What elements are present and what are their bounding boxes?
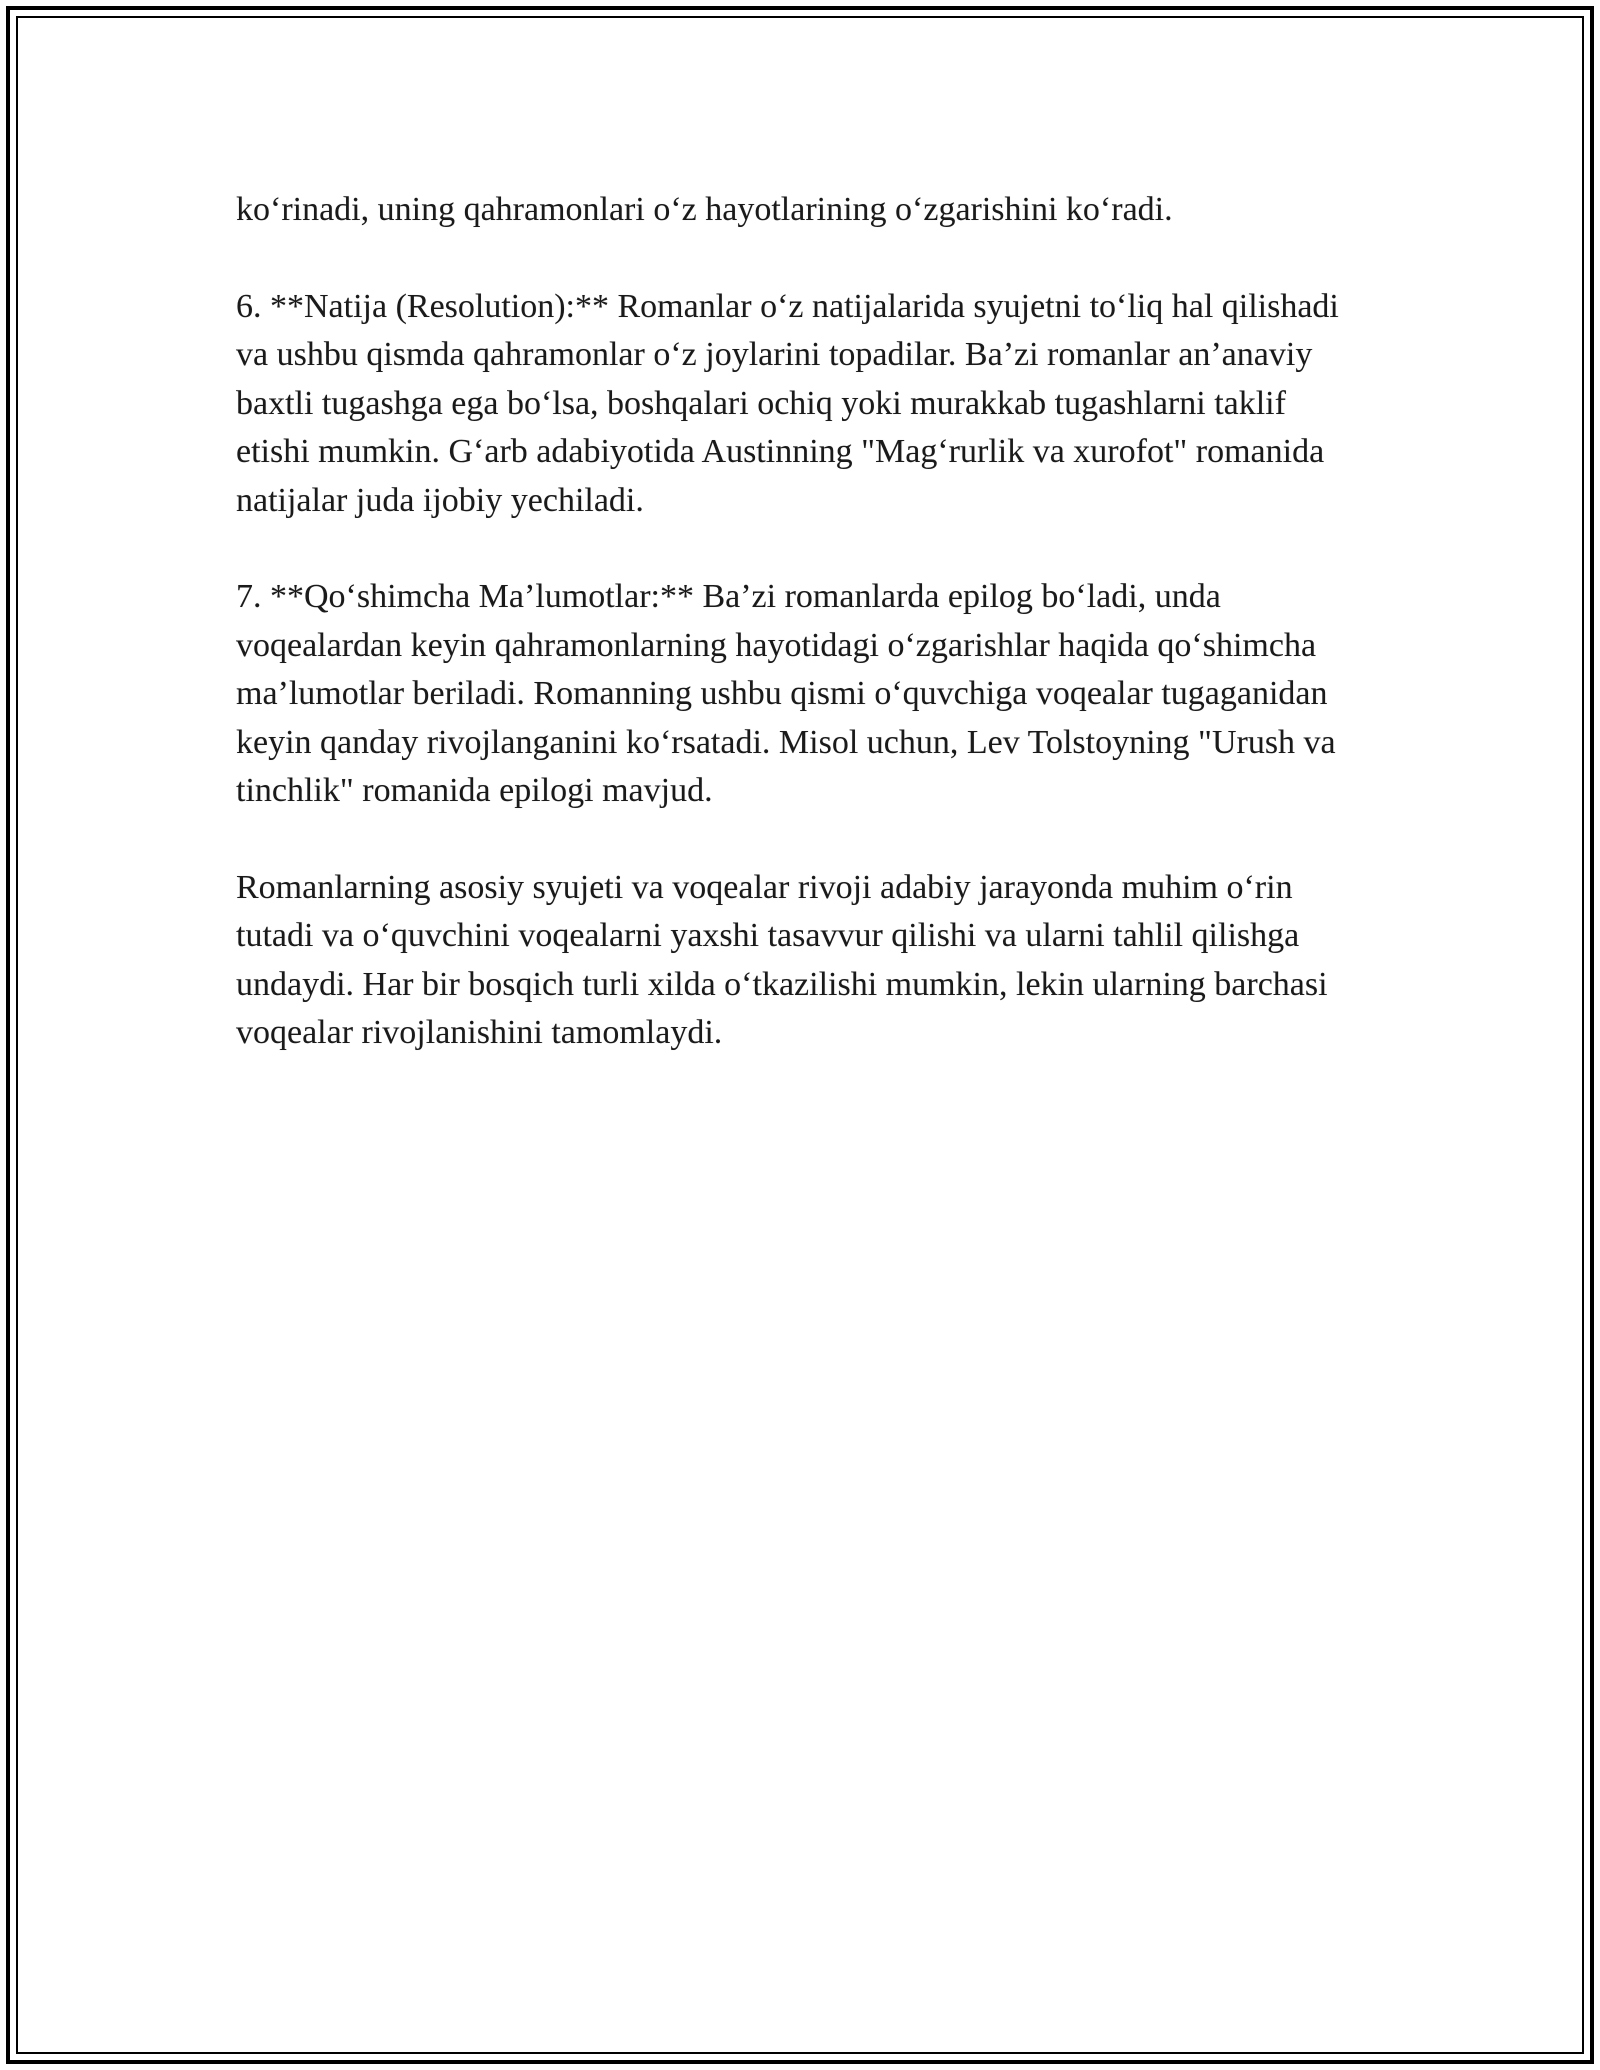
paragraph-conclusion: Romanlarning asosiy syujeti va voqealar rivoji adabiy jarayonda muhim o‘rin tutadi va o‘quvchini voqealarni yaxshi tasavvur qilishi va ularni tahlil qilishga undaydi. Har bir bosqich turli xilda o‘tkazilishi mumkin, lekin ularning barchasi voqealar rivojlanishini tamomlaydi. [236, 868, 1328, 1051]
paragraph-resolution: 6. **Natija (Resolution):** Romanlar o‘z natijalarida syujetni to‘liq hal qilishadi va ushbu qismda qahramonlar o‘z joylarini topadilar. Ba’zi romanlar an’anaviy baxtli tugashga ega bo‘lsa, boshqalari ochiq yoki murakkab tugashlarni taklif etishi mumkin. G‘arb adabiyotida Austinning "Mag‘rurlik va xurofot" romanida natijalar juda ijobiy yechiladi. [236, 287, 1339, 519]
paragraph-continuation: ko‘rinadi, uning qahramonlari o‘z hayotlarining o‘zgarishini ko‘radi. [236, 191, 1173, 228]
document-body [236, 186, 1366, 1106]
paragraph-additional-info: 7. **Qo‘shimcha Ma’lumotlar:** Ba’zi romanlarda epilog bo‘ladi, unda voqealardan keyin qahramonlarning hayotidagi o‘zgarishlar haqida qo‘shimcha ma’lumotlar beriladi. Romanning ushbu qismi o‘quvchiga voqealar tugaganidan keyin qanday rivojlanganini ko‘rsatadi. Misol uchun, Lev Tolstoyning "Urush va tinchlik" romanida epilogi mavjud. [236, 578, 1336, 809]
